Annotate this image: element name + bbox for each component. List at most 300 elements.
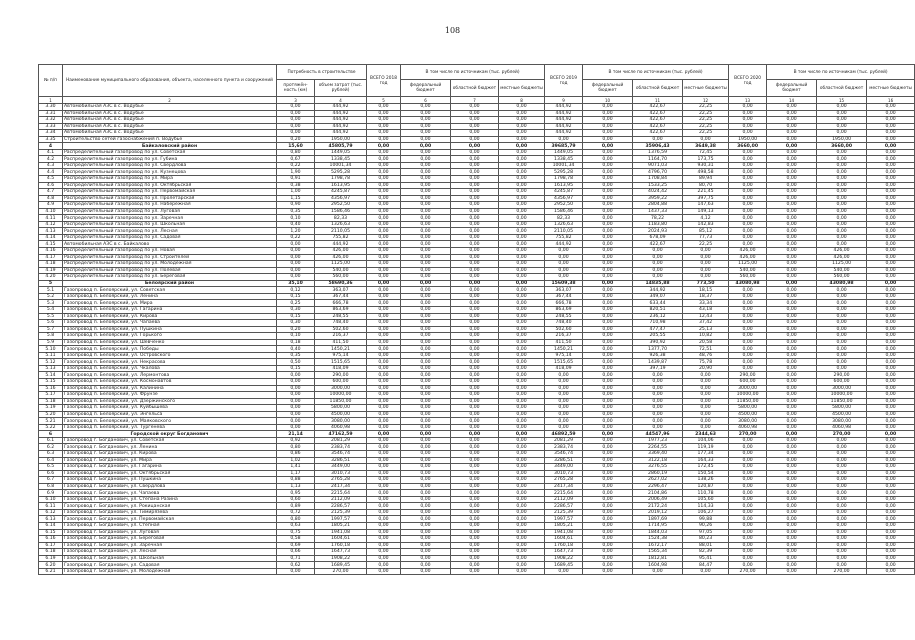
cell-fed-2020: 0,00 [767, 424, 817, 431]
cell-no: 6.2 [39, 444, 63, 451]
cell-reg-2019: 1377,70 [633, 346, 683, 353]
cell-length: 0,20 [277, 326, 315, 333]
cell-loc-2018: 0,00 [499, 365, 545, 372]
cell-total-2019: 2286,57 [545, 503, 583, 510]
cell-reg-2019: 3122,18 [633, 457, 683, 464]
cell-total-2020: 270,00 [729, 431, 767, 438]
cell-length: 0,40 [277, 221, 315, 228]
cell-loc-2019: 0,00 [683, 372, 729, 379]
cell-loc-2020: 0,00 [867, 202, 915, 209]
cell-name: Городской округ Богданович [63, 431, 277, 438]
cell-name: Газопровод п. Белоярский, ул. Шевченко [63, 339, 277, 346]
cell-cost: 3449,00 [315, 464, 367, 471]
cell-fed-2019: 0,00 [583, 450, 633, 457]
cell-cost: 600,00 [315, 378, 367, 385]
cell-length: 0,38 [277, 182, 315, 189]
cell-name: Газопровод п. Белоярский, ул. Пушкина [63, 326, 277, 333]
cell-name: Газопровод п. Белоярский, ул. Энгельса [63, 411, 277, 418]
cell-reg-2019: 678,09 [633, 234, 683, 241]
cell-total-2018: 0,00 [367, 378, 401, 385]
cell-fed-2020: 0,00 [767, 503, 817, 510]
cell-loc-2018: 0,00 [499, 215, 545, 222]
page-number: 108 [444, 26, 461, 35]
cell-reg-2019: 0,00 [633, 418, 683, 425]
cell-name: Газопровод г. Богданович, ул. Рокицанская [63, 503, 277, 510]
cell-cost: 1613,95 [315, 182, 367, 189]
cell-cost: 2125,39 [315, 509, 367, 516]
cell-total-2018: 0,00 [367, 411, 401, 418]
cell-cost: 3010,73 [315, 470, 367, 477]
cell-length: 0,00 [277, 411, 315, 418]
cell-reg-2019: 0,00 [633, 248, 683, 255]
cell-total-2018: 0,00 [367, 516, 401, 523]
cell-loc-2020: 0,00 [867, 241, 915, 248]
cell-total-2019: 3286,51 [545, 457, 583, 464]
header-reg-2020: областной бюджет [817, 80, 867, 97]
cell-fed-2020: 0,00 [767, 339, 817, 346]
cell-fed-2019: 0,00 [583, 483, 633, 490]
cell-reg-2019: 0,00 [633, 398, 683, 405]
cell-cost: 2417,34 [315, 483, 367, 490]
cell-loc-2020: 0,00 [867, 437, 915, 444]
cell-length: 0,18 [277, 339, 315, 346]
cell-no: 4.11 [39, 215, 63, 222]
cell-loc-2020: 0,00 [867, 450, 915, 457]
cell-total-2019: 0,00 [545, 267, 583, 274]
cell-no: 5.21 [39, 418, 63, 425]
cell-total-2019: 1760,18 [545, 542, 583, 549]
cell-loc-2020: 0,00 [867, 470, 915, 477]
cell-fed-2020: 0,00 [767, 516, 817, 523]
cell-reg-2018: 0,00 [451, 189, 499, 196]
cell-no: 3.34 [39, 130, 63, 137]
cell-reg-2020: 0,00 [817, 516, 867, 523]
header-loc-2018: местные бюджеты [499, 80, 545, 97]
cell-total-2018: 0,00 [367, 464, 401, 471]
cell-no: 6.7 [39, 477, 63, 484]
cell-reg-2020: 0,00 [817, 287, 867, 294]
cell-total-2020: 426,00 [729, 254, 767, 261]
cell-cost: 2286,57 [315, 503, 367, 510]
cell-reg-2018: 0,00 [451, 385, 499, 392]
cell-reg-2020: 0,00 [817, 477, 867, 484]
cell-name: Газопровод г. Богданович, ул. Свердлова [63, 483, 277, 490]
cell-fed-2020: 0,00 [767, 169, 817, 176]
cell-reg-2019: 2172,24 [633, 503, 683, 510]
cell-cost: 1647,73 [315, 549, 367, 556]
cell-cost: 444,92 [315, 123, 367, 130]
cell-fed-2020: 0,00 [767, 333, 817, 340]
cell-reg-2020: 0,00 [817, 555, 867, 562]
cell-cost: 5295,28 [315, 169, 367, 176]
cell-name: Распределительный газопровод по ул. Губина [63, 156, 277, 163]
cell-no: 3.32 [39, 117, 63, 124]
cell-reg-2019: 0,00 [633, 405, 683, 412]
cell-total-2019: 1805,21 [545, 523, 583, 530]
cell-loc-2018: 0,00 [499, 320, 545, 327]
cell-total-2019: 444,92 [545, 117, 583, 124]
cell-fed-2019: 0,00 [583, 372, 633, 379]
cell-reg-2020: 0,00 [817, 359, 867, 366]
cell-loc-2020: 0,00 [867, 110, 915, 117]
cell-name: Газопровод г. Богданович, ул. Береговая [63, 536, 277, 543]
cell-cost: 1326,63 [315, 221, 367, 228]
cell-loc-2018: 0,00 [499, 280, 545, 287]
cell-reg-2018: 0,00 [451, 378, 499, 385]
cell-length: 0,80 [277, 516, 315, 523]
cell-cost: 1760,18 [315, 542, 367, 549]
cell-total-2018: 0,00 [367, 536, 401, 543]
header-total-2019: ВСЕГО 2019 год [545, 65, 583, 97]
cell-total-2019: 418,09 [545, 365, 583, 372]
cell-total-2020: 0,00 [729, 496, 767, 503]
cell-fed-2019: 0,00 [583, 248, 633, 255]
cell-loc-2020: 0,00 [867, 483, 915, 490]
cell-no: 6.10 [39, 496, 63, 503]
cell-reg-2019: 0,00 [633, 261, 683, 268]
cell-fed-2018: 0,00 [401, 431, 451, 438]
cell-total-2018: 0,00 [367, 483, 401, 490]
cell-total-2020: 0,00 [729, 562, 767, 569]
cell-reg-2018: 0,00 [451, 333, 499, 340]
cell-total-2020: 0,00 [729, 117, 767, 124]
cell-fed-2018: 0,00 [401, 156, 451, 163]
cell-no: 6.14 [39, 523, 63, 530]
cell-total-2018: 0,00 [367, 437, 401, 444]
cell-fed-2018: 0,00 [401, 542, 451, 549]
cell-length: 0,86 [277, 450, 315, 457]
cell-total-2018: 0,00 [367, 156, 401, 163]
cell-reg-2019: 2804,88 [633, 202, 683, 209]
cell-reg-2018: 0,00 [451, 529, 499, 536]
cell-length: 0,00 [277, 104, 315, 111]
cell-name: Газопровод п. Белоярский, ул. Космонавтов [63, 378, 277, 385]
cell-no: 5.10 [39, 346, 63, 353]
cell-reg-2019: 2104,86 [633, 490, 683, 497]
cell-fed-2019: 0,00 [583, 346, 633, 353]
cell-reg-2018: 0,00 [451, 464, 499, 471]
cell-reg-2020: 0,00 [817, 346, 867, 353]
cell-total-2018: 0,00 [367, 169, 401, 176]
cell-total-2018: 0,00 [367, 333, 401, 340]
cell-reg-2018: 0,00 [451, 483, 499, 490]
cell-reg-2020: 0,00 [817, 189, 867, 196]
cell-reg-2018: 0,00 [451, 228, 499, 235]
cell-total-2019: 4245,87 [545, 189, 583, 196]
cell-cost: 426,00 [315, 248, 367, 255]
cell-reg-2020: 426,00 [817, 248, 867, 255]
cell-name: Газопровод г. Богданович, ул. Гагарина [63, 464, 277, 471]
cell-total-2020: 0,00 [729, 542, 767, 549]
cell-reg-2019: 1812,81 [633, 555, 683, 562]
cell-cost: 2081,29 [315, 437, 367, 444]
cell-fed-2020: 0,00 [767, 529, 817, 536]
cell-length: 0,63 [277, 523, 315, 530]
cell-name: Распределительный газопровод по ул. Полевая [63, 267, 277, 274]
cell-total-2019: 1613,95 [545, 182, 583, 189]
cell-cost: 58690,36 [315, 280, 367, 287]
cell-total-2019: 502,60 [545, 326, 583, 333]
cell-loc-2019: 0,00 [683, 378, 729, 385]
cell-total-2020: 0,00 [729, 339, 767, 346]
cell-fed-2018: 0,00 [401, 313, 451, 320]
cell-length: 0,00 [277, 568, 315, 575]
cell-loc-2018: 0,00 [499, 326, 545, 333]
cell-reg-2019: 0,00 [633, 424, 683, 431]
cell-fed-2020: 0,00 [767, 464, 817, 471]
cell-reg-2019: 1714,95 [633, 523, 683, 530]
cell-cost: 540,00 [315, 267, 367, 274]
cell-loc-2018: 0,00 [499, 555, 545, 562]
cell-name: Белоярский район [63, 280, 277, 287]
cell-total-2020: 3080,00 [729, 418, 767, 425]
cell-cost: 2110,05 [315, 228, 367, 235]
cell-cost: 560,00 [315, 274, 367, 281]
cell-reg-2020: 0,00 [817, 365, 867, 372]
cell-reg-2018: 0,00 [451, 542, 499, 549]
cell-reg-2019: 44547,96 [633, 431, 683, 438]
cell-fed-2019: 0,00 [583, 496, 633, 503]
cell-loc-2018: 0,00 [499, 418, 545, 425]
cell-loc-2019: 106,27 [683, 509, 729, 516]
cell-reg-2018: 0,00 [451, 457, 499, 464]
cell-total-2018: 0,00 [367, 300, 401, 307]
cell-loc-2020: 0,00 [867, 496, 915, 503]
cell-loc-2018: 0,00 [499, 339, 545, 346]
cell-fed-2020: 0,00 [767, 392, 817, 399]
cell-loc-2019: 221,45 [683, 189, 729, 196]
cell-fed-2020: 0,00 [767, 555, 817, 562]
cell-loc-2019: 22,25 [683, 117, 729, 124]
cell-fed-2018: 0,00 [401, 189, 451, 196]
cell-no: 6 [39, 431, 63, 438]
cell-reg-2018: 0,00 [451, 306, 499, 313]
cell-cost: 748,40 [315, 320, 367, 327]
cell-reg-2020: 0,00 [817, 202, 867, 209]
cell-cost: 4500,00 [315, 411, 367, 418]
cell-fed-2020: 0,00 [767, 162, 817, 169]
cell-loc-2020: 0,00 [867, 372, 915, 379]
cell-fed-2020: 0,00 [767, 300, 817, 307]
cell-loc-2020: 0,00 [867, 123, 915, 130]
cell-reg-2019: 1565,34 [633, 549, 683, 556]
cell-loc-2019: 0,00 [683, 405, 729, 412]
cell-reg-2018: 0,00 [451, 267, 499, 274]
cell-total-2019: 5295,28 [545, 169, 583, 176]
header-loc-2019: местные бюджеты [683, 80, 729, 97]
cell-fed-2018: 0,00 [401, 378, 451, 385]
cell-loc-2020: 0,00 [867, 162, 915, 169]
cell-reg-2020: 540,00 [817, 267, 867, 274]
cell-no: 5.18 [39, 398, 63, 405]
cell-total-2020: 4500,00 [729, 411, 767, 418]
cell-length: 0,92 [277, 437, 315, 444]
cell-reg-2018: 0,00 [451, 411, 499, 418]
cell-no: 6.16 [39, 536, 63, 543]
cell-fed-2019: 0,00 [583, 176, 633, 183]
cell-fed-2020: 0,00 [767, 523, 817, 530]
cell-total-2020: 1125,00 [729, 261, 767, 268]
cell-no: 5.6 [39, 320, 63, 327]
cell-loc-2020: 0,00 [867, 516, 915, 523]
cell-total-2018: 0,00 [367, 313, 401, 320]
cell-cost: 290,00 [315, 372, 367, 379]
cell-total-2020: 0,00 [729, 189, 767, 196]
cell-total-2019: 755,82 [545, 234, 583, 241]
cell-total-2018: 0,00 [367, 208, 401, 215]
cell-name: Газопровод г. Богданович, ул. Советская [63, 437, 277, 444]
cell-length: 0,71 [277, 555, 315, 562]
cell-reg-2020: 426,00 [817, 254, 867, 261]
cell-no: 4.16 [39, 248, 63, 255]
cell-name: Распределительный газопровод по ул. Лесная [63, 228, 277, 235]
cell-fed-2019: 0,00 [583, 352, 633, 359]
cell-loc-2020: 0,00 [867, 529, 915, 536]
cell-cost: 4060,98 [315, 424, 367, 431]
cell-no: 4.20 [39, 274, 63, 281]
cell-loc-2019: 4,12 [683, 215, 729, 222]
cell-reg-2019: 1439,87 [633, 359, 683, 366]
cell-loc-2019: 43,18 [683, 306, 729, 313]
cell-total-2019: 444,92 [545, 110, 583, 117]
cell-fed-2018: 0,00 [401, 411, 451, 418]
cell-fed-2018: 0,00 [401, 149, 451, 156]
cell-total-2018: 0,00 [367, 228, 401, 235]
cell-fed-2018: 0,00 [401, 444, 451, 451]
cell-no: 4 [39, 143, 63, 150]
cell-loc-2018: 0,00 [499, 542, 545, 549]
cell-total-2020: 4060,98 [729, 424, 767, 431]
cell-total-2019: 2952,50 [545, 202, 583, 209]
cell-reg-2020: 0,00 [817, 496, 867, 503]
cell-loc-2019: 22,25 [683, 130, 729, 137]
cell-loc-2018: 0,00 [499, 378, 545, 385]
cell-fed-2019: 0,00 [583, 470, 633, 477]
header-fed-2020: федеральный бюджет [767, 80, 817, 97]
cell-fed-2019: 0,00 [583, 392, 633, 399]
cell-total-2018: 0,00 [367, 444, 401, 451]
cell-reg-2018: 0,00 [451, 261, 499, 268]
cell-loc-2019: 0,00 [683, 385, 729, 392]
cell-loc-2019: 119,19 [683, 444, 729, 451]
cell-loc-2018: 0,00 [499, 261, 545, 268]
cell-loc-2019: 72,45 [683, 149, 729, 156]
cell-loc-2019: 164,33 [683, 457, 729, 464]
cell-total-2020: 0,00 [729, 202, 767, 209]
cell-fed-2019: 0,00 [583, 306, 633, 313]
header-reg-2018: областной бюджет [451, 80, 499, 97]
cell-total-2020: 290,00 [729, 372, 767, 379]
cell-length: 0,25 [277, 300, 315, 307]
cell-loc-2020: 0,00 [867, 156, 915, 163]
cell-total-2018: 0,00 [367, 562, 401, 569]
cell-loc-2019: 22,25 [683, 123, 729, 130]
cell-loc-2019: 25,13 [683, 326, 729, 333]
cell-no: 5.13 [39, 365, 63, 372]
cell-total-2019: 0,00 [545, 418, 583, 425]
cell-length: 0,30 [277, 320, 315, 327]
cell-name: Газопровод п. Белоярский, ул. Горького [63, 333, 277, 340]
cell-cost: 2383,74 [315, 444, 367, 451]
cell-name: Газопровод г. Богданович, ул. Ленина [63, 444, 277, 451]
cell-no: 5.9 [39, 339, 63, 346]
column-number: 4 [315, 97, 367, 104]
cell-loc-2018: 0,00 [499, 287, 545, 294]
cell-fed-2018: 0,00 [401, 516, 451, 523]
cell-fed-2020: 0,00 [767, 176, 817, 183]
column-number: 14 [767, 97, 817, 104]
cell-loc-2020: 0,00 [867, 287, 915, 294]
cell-fed-2019: 0,00 [583, 536, 633, 543]
cell-loc-2020: 0,00 [867, 143, 915, 150]
cell-fed-2019: 0,00 [583, 293, 633, 300]
cell-reg-2018: 0,00 [451, 516, 499, 523]
cell-loc-2019: 105,60 [683, 496, 729, 503]
cell-total-2018: 0,00 [367, 359, 401, 366]
cell-fed-2019: 0,00 [583, 228, 633, 235]
cell-fed-2019: 0,00 [583, 156, 633, 163]
cell-fed-2018: 0,00 [401, 483, 451, 490]
cell-length: 0,60 [277, 496, 315, 503]
cell-cost: 1798,78 [315, 176, 367, 183]
cell-loc-2018: 0,00 [499, 437, 545, 444]
cell-no: 4.3 [39, 162, 63, 169]
cell-total-2018: 0,00 [367, 470, 401, 477]
cell-total-2019: 748,40 [545, 320, 583, 327]
cell-loc-2018: 0,00 [499, 562, 545, 569]
cell-fed-2018: 0,00 [401, 549, 451, 556]
cell-fed-2018: 0,00 [401, 398, 451, 405]
cell-loc-2018: 0,00 [499, 123, 545, 130]
cell-fed-2018: 0,00 [401, 457, 451, 464]
cell-fed-2020: 0,00 [767, 248, 817, 255]
cell-cost: 248,55 [315, 313, 367, 320]
cell-reg-2018: 0,00 [451, 418, 499, 425]
cell-loc-2020: 0,00 [867, 352, 915, 359]
cell-name: Распределительный газопровод по ул. Кузнецова [63, 169, 277, 176]
cell-loc-2019: 75,78 [683, 359, 729, 366]
cell-fed-2019: 0,00 [583, 221, 633, 228]
cell-reg-2019: 2860,19 [633, 470, 683, 477]
cell-cost: 666,78 [315, 300, 367, 307]
cell-name: Газопровод п. Белоярский, ул. Калинина [63, 385, 277, 392]
cell-total-2020: 0,00 [729, 365, 767, 372]
cell-loc-2018: 0,00 [499, 431, 545, 438]
cell-loc-2018: 0,00 [499, 457, 545, 464]
cell-name: Строительство сетей газоснабжения п. Водубье [63, 136, 277, 143]
table-body [39, 104, 915, 575]
cell-name: Автомобильная АЗС в с. Байкалово [63, 241, 277, 248]
header-need-length: протяжён-ность (км) [277, 80, 315, 97]
cell-name: Газопровод г. Богданович, ул. Лесная [63, 549, 277, 556]
cell-loc-2020: 0,00 [867, 549, 915, 556]
cell-fed-2020: 0,00 [767, 490, 817, 497]
cell-loc-2019: 20,90 [683, 365, 729, 372]
cell-reg-2019: 710,98 [633, 320, 683, 327]
cell-reg-2020: 0,00 [817, 483, 867, 490]
cell-no: 5.14 [39, 372, 63, 379]
cell-length: 0,35 [277, 208, 315, 215]
cell-length: 0,00 [277, 405, 315, 412]
cell-fed-2019: 0,00 [583, 195, 633, 202]
cell-cost: 975,14 [315, 352, 367, 359]
cell-loc-2019: 22,25 [683, 104, 729, 111]
cell-loc-2020: 0,00 [867, 182, 915, 189]
cell-no: 6.6 [39, 470, 63, 477]
cell-length: 0,58 [277, 536, 315, 543]
cell-no: 5.15 [39, 378, 63, 385]
cell-reg-2018: 0,00 [451, 300, 499, 307]
